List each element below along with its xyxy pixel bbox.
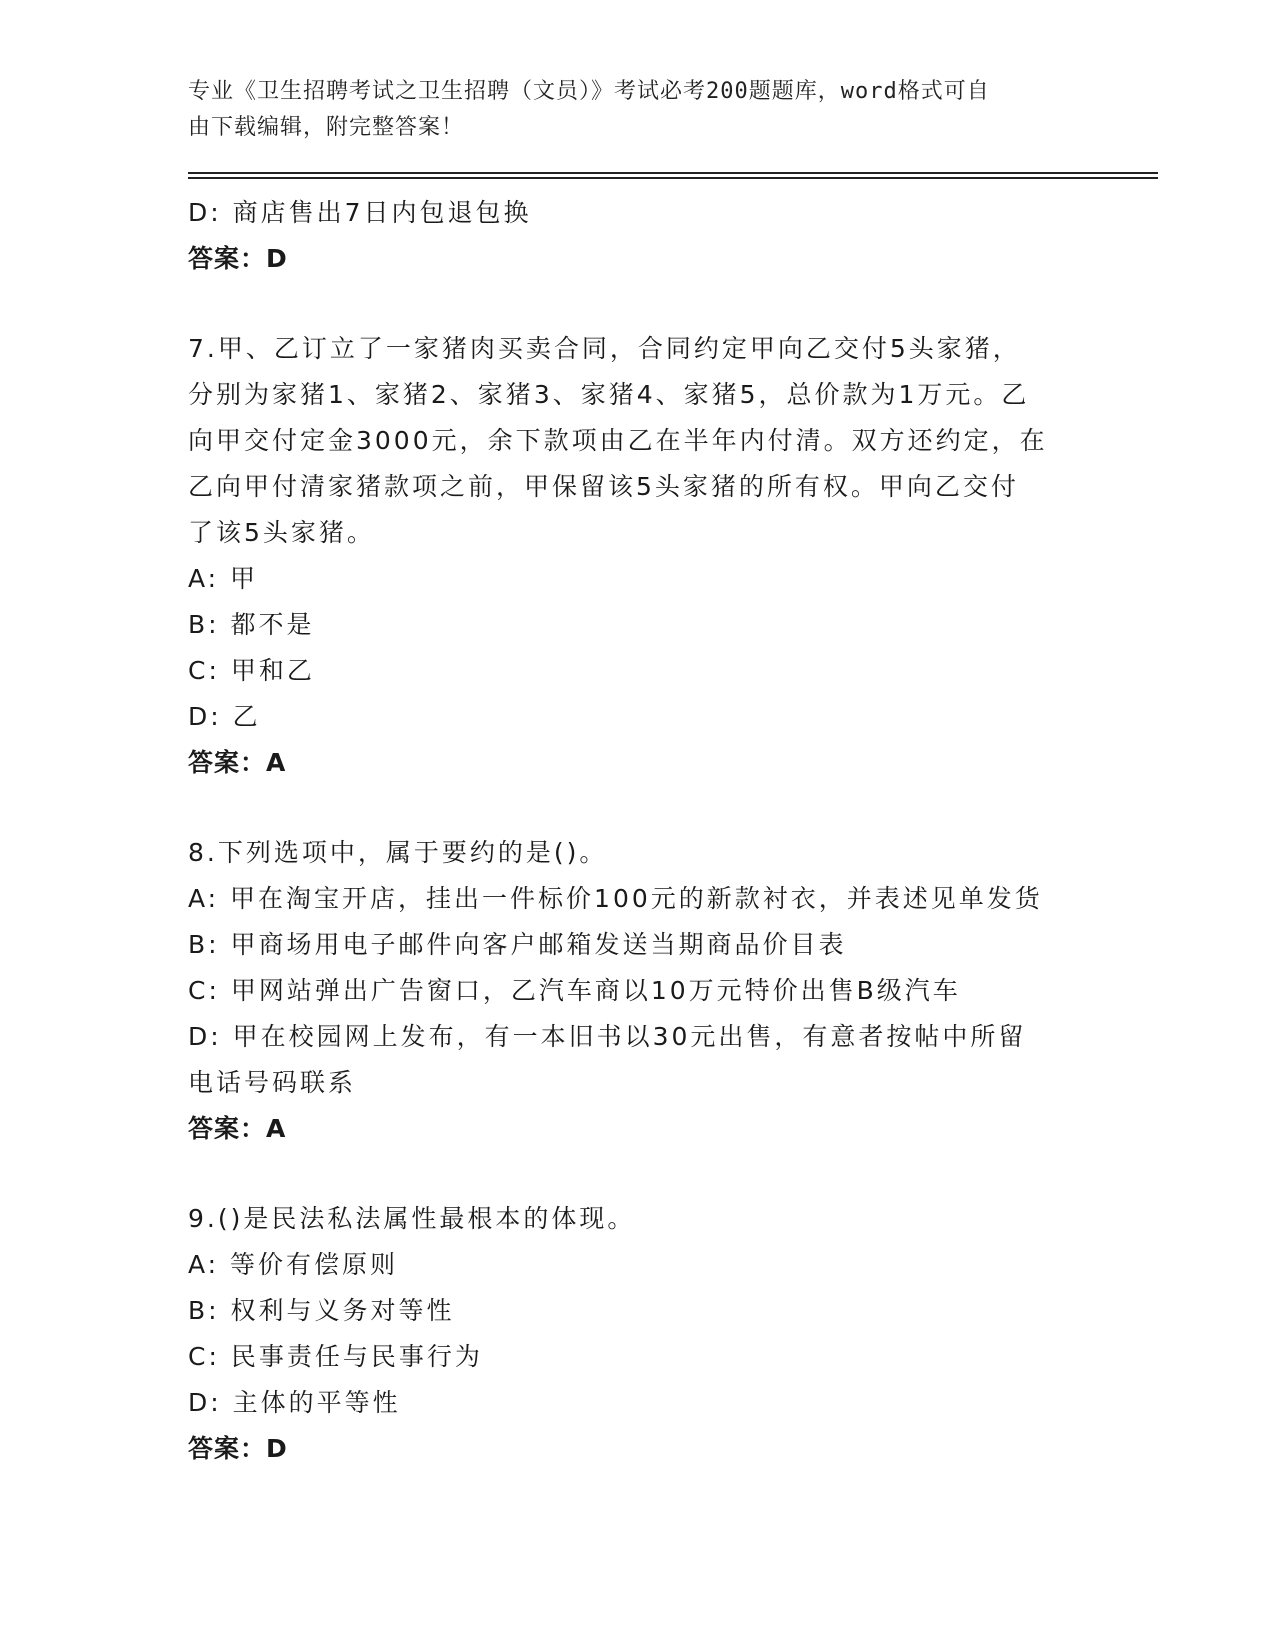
header-title-line1: 专业《卫生招聘考试之卫生招聘（文员）》考试必考200题题库，word格式可自 — [188, 79, 990, 104]
answer-line: 答案：A — [188, 1114, 287, 1143]
question-stem: 9.()是民法私法属性最根本的体现。 — [188, 1204, 636, 1233]
option-a: A: 甲 — [188, 564, 259, 593]
question-9 — [188, 1196, 1088, 1472]
question-stem-line: 乙向甲付清家猪款项之前，甲保留该5头家猪的所有权。甲向乙交付 — [188, 472, 1019, 501]
answer-line: 答案：D — [188, 1434, 288, 1463]
option-c: C: 甲网站弹出广告窗口，乙汽车商以10万元特价出售B级汽车 — [188, 976, 961, 1005]
header-title-line2: 由下载编辑，附完整答案！ — [188, 115, 465, 140]
option-b: B: 都不是 — [188, 610, 315, 639]
document-header — [188, 74, 1088, 146]
previous-question-tail — [188, 190, 1088, 282]
question-stem-line: 了该5头家猪。 — [188, 518, 375, 547]
option-d: D: 乙 — [188, 702, 261, 731]
question-stem-line: 7.甲、乙订立了一家猪肉买卖合同，合同约定甲向乙交付5头家猪， — [188, 334, 1021, 363]
question-8 — [188, 830, 1088, 1152]
question-stem-line: 分别为家猪1、家猪2、家猪3、家猪4、家猪5，总价款为1万元。乙 — [188, 380, 1030, 409]
question-stem-line: 向甲交付定金3000元，余下款项由乙在半年内付清。双方还约定，在 — [188, 426, 1048, 455]
question-content — [188, 190, 1088, 1472]
option-a: A: 甲在淘宝开店，挂出一件标价100元的新款衬衣，并表述见单发货 — [188, 884, 1043, 913]
answer-line: 答案：A — [188, 748, 287, 777]
option-d-continuation: 电话号码联系 — [188, 1068, 357, 1097]
header-rule-top — [188, 172, 1158, 174]
option-b: B: 权利与义务对等性 — [188, 1296, 455, 1325]
question-stem: 8.下列选项中，属于要约的是()。 — [188, 838, 608, 867]
answer-line: 答案：D — [188, 244, 288, 273]
option-d: D: 甲在校园网上发布，有一本旧书以30元出售，有意者按帖中所留 — [188, 1022, 1027, 1051]
option-a: A: 等价有偿原则 — [188, 1250, 399, 1279]
option-d: D: 商店售出7日内包退包换 — [188, 198, 532, 227]
header-rule-bottom — [188, 177, 1158, 179]
option-b: B: 甲商场用电子邮件向客户邮箱发送当期商品价目表 — [188, 930, 847, 959]
question-7 — [188, 326, 1088, 786]
option-d: D: 主体的平等性 — [188, 1388, 401, 1417]
option-c: C: 甲和乙 — [188, 656, 315, 685]
option-c: C: 民事责任与民事行为 — [188, 1342, 483, 1371]
